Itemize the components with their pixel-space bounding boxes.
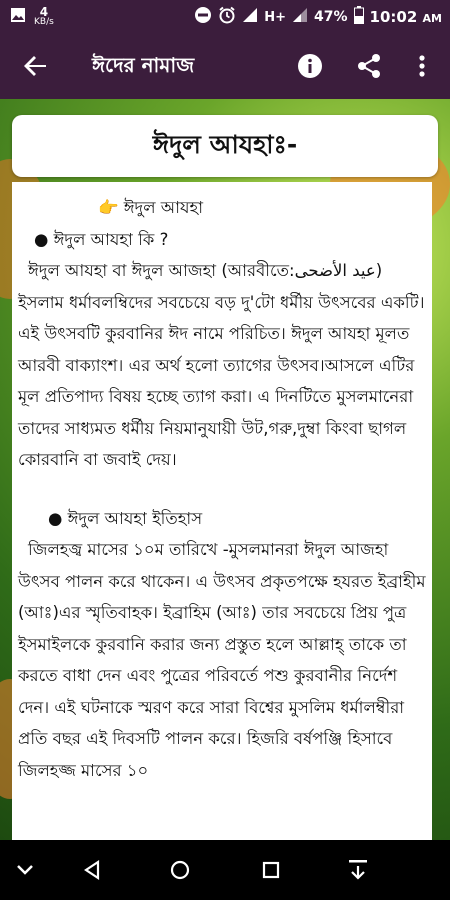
nav-home-icon[interactable]: [165, 855, 195, 885]
content-panel[interactable]: [12, 182, 432, 840]
section-title: ঈদুল আযহাঃ-: [152, 129, 298, 159]
signal-icon: [242, 7, 258, 27]
status-bar: [0, 0, 450, 33]
signal-icon-2: [292, 7, 308, 27]
section-bullet-history: ● ঈদুল আযহা ইতিহাস: [48, 508, 203, 528]
battery-percentage: 47%: [314, 9, 348, 25]
section-text-history: জিলহজ্ব মাসের ১০ম তারিখে -মুসলমানরা ঈদুল আজহা উৎসব পালন করে থাকেন। এ উৎসব প্রকৃতপক্ষে হযরত ইব্রাহীম (আঃ)এর স্মৃতিবাহক। ইব্রাহিম (আঃ) তার সবচেয়ে প্রিয় পুত্র ইসমাইলকে কুরবানি করার জন্য প্রস্তুত হলে আল্লাহ্ তাকে তা করতে বাধা দেন এবং পুত্রের পরিবর্তে পশু কুরবানীর নির্দেশ দেন। এই ঘটনাকে স্মরণ করে সারা বিশ্বের মুসলিম ধর্মালম্বীরা প্রতি বছর এই দিবসটি পালন করে। হিজরি বর্ষপঞ্জি হিসাবে জিলহজ্জ মাসের ১০: [18, 540, 426, 780]
app-bar-title: ঈদের নামাজ: [92, 53, 195, 77]
app-bar: [0, 33, 450, 99]
arrow-back-icon[interactable]: [20, 50, 52, 82]
section-header-card: [12, 115, 438, 177]
nav-back-icon[interactable]: [77, 855, 107, 885]
alarm-icon: [218, 6, 236, 28]
nav-recents-icon[interactable]: [256, 855, 286, 885]
do-not-disturb-icon: [194, 6, 212, 28]
battery-icon: [354, 6, 364, 28]
section-text-what: ঈদুল আযহা বা ঈদুল আজহা (আরবীতে:عيد الأضحى) ইসলাম ধর্মাবলম্বিদের সবচেয়ে বড় দু'টো ধর্মীয় উৎসবের একটি। এই উৎসবটি কুরবানির ঈদ নামে পরিচিত। ঈদুল আযহা মূলত আরবী বাক্যাংশ। এর অর্থ হলো ত্যাগের উৎসব।আসলে এটির মূল প্রতিপাদ্য বিষয় হচ্ছে ত্যাগ করা। এ দিনটিতে মুসলমানেরা তাদের সাধ্যমত ধর্মীয় নিয়মানুযায়ী উট,গরু,দুম্বা কিংবা ছাগল কোরবানি বা জবাই দেয়।: [18, 261, 425, 469]
more-vert-icon[interactable]: [406, 50, 438, 82]
image-notification-icon: [10, 7, 26, 27]
clock: 10:02 AM: [369, 8, 442, 26]
section-bullet-what: ● ঈদুল আযহা কি ?: [34, 229, 169, 249]
content-heading: 👉 ঈদুল আযহা: [98, 198, 203, 217]
chevron-down-icon[interactable]: [10, 855, 40, 885]
share-icon[interactable]: [353, 50, 385, 82]
network-speed: 4 KB/s: [34, 5, 54, 27]
network-type: H+: [264, 9, 287, 25]
info-icon[interactable]: [294, 50, 326, 82]
system-nav-bar: [0, 840, 450, 900]
keyboard-hide-icon[interactable]: [343, 855, 373, 885]
